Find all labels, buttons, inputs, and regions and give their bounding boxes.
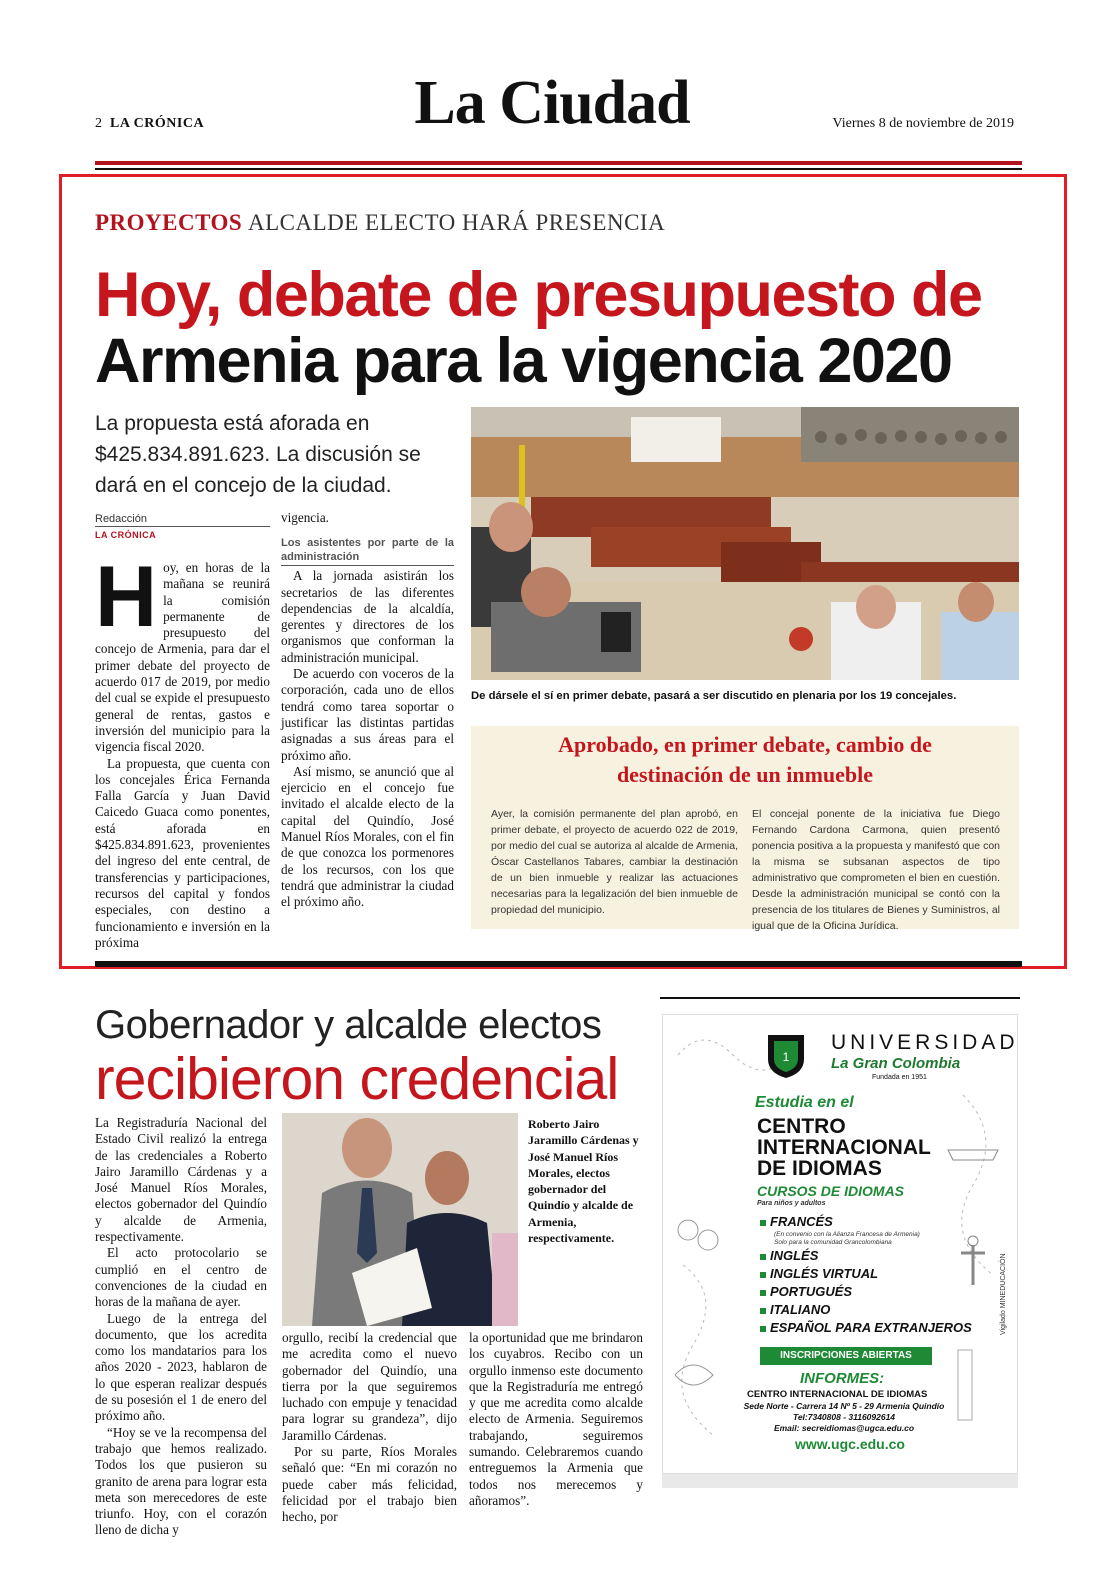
bullet-icon — [760, 1272, 766, 1278]
headline-line-1: Hoy, debate de presupuesto de — [95, 260, 982, 330]
paragraph: A la jornada asistirán los secretarios de las diferentes dependencias de la alcaldía, gerentes y directores de los organismos que conforman la administración municipal. — [281, 568, 454, 665]
course-label: ITALIANO — [770, 1302, 831, 1317]
ad-courses-heading: CURSOS DE IDIOMAS — [757, 1183, 905, 1199]
sidebar-headline-line-1: Aprobado, en primer debate, cambio de — [558, 732, 932, 757]
sidebar-column-1: Ayer, la comisión permanente del plan aprobó, en primer debate, el proyecto de acuerdo 022 de 2019, por medio del cual se autoriza al alcalde de Armenia, Óscar Castellanos Tabares, cambiar la destinación de un bien inmueble y realizar las actuaciones necesarias para la legalización del bien inmueble de propiedad del municipio. — [491, 808, 738, 916]
ad-info-heading: INFORMES: — [800, 1370, 885, 1387]
paragraph: De acuerdo con voceros de la corporación, cada uno de ellos tendrá como tarea soportar o justificar las distintas partidas asignadas a sus áreas para el próximo año. — [281, 666, 454, 763]
section-title: La Ciudad — [414, 69, 690, 137]
paragraph: orgullo, recibí la credencial que me acredita como el nuevo gobernador del Quindío, una tierra por la que seguiremos luchado con empuje y tenacidad para lograr su grandeza”, dijo Jaramillo Cárdenas. — [282, 1330, 457, 1443]
council-session-photo — [471, 407, 1019, 680]
bullet-icon — [760, 1290, 766, 1296]
byline-source: LA CRÓNICA — [95, 530, 157, 540]
course-item — [760, 1319, 972, 1337]
university-shield-icon — [766, 1033, 806, 1079]
ad-address: Sede Norte - Carrera 14 Nº 5 - 29 Armenia Quindío — [743, 1401, 945, 1411]
ad-email: Email: secreidiomas@ugca.edu.co — [773, 1423, 915, 1433]
headline-line-2: Armenia para la vigencia 2020 — [95, 326, 952, 396]
course-note: (En convenio con la Alianza Francesa de Armenia) — [774, 1231, 920, 1238]
bullet-icon — [760, 1308, 766, 1314]
course-item — [760, 1283, 972, 1301]
kicker-text: ALCALDE ELECTO HARÁ PRESENCIA — [247, 210, 666, 235]
course-label: ESPAÑOL PARA EXTRANJEROS — [770, 1320, 972, 1335]
ad-center-name: CENTRO INTERNACIONAL DE IDIOMAS — [747, 1389, 928, 1400]
bullet-icon — [760, 1254, 766, 1260]
second-article-column-3 — [469, 1330, 643, 1509]
credential-photo — [282, 1113, 518, 1326]
second-headline-line-2: recibieron credencial — [95, 1046, 619, 1112]
second-article-column-2 — [282, 1330, 457, 1526]
header-rule-black — [95, 168, 1022, 170]
credential-photo-illustration — [282, 1113, 518, 1326]
section-divider — [95, 961, 1022, 967]
course-label: FRANCÉS — [770, 1214, 833, 1229]
sidebar-headline — [471, 730, 1019, 790]
course-label: INGLÉS — [770, 1248, 819, 1263]
sidebar-headline-line-2: destinación de un inmueble — [616, 762, 874, 787]
university-title: UNIVERSIDAD — [831, 1031, 1019, 1054]
paragraph: oy, en horas de la mañana se reunirá la comisión permanente de presupuesto del concejo de Armenia, para dar el primer debate del proyecto de acuerdo 017 de 2019, por medio del cual se expide el presupuesto general de rentas, gastos e inversión del municipio para la vigencia fiscal 2020. — [95, 560, 270, 755]
ad-course-list — [760, 1213, 972, 1337]
ad-vigilado: Vigilado MINEDUCACIÓN — [1000, 1253, 1007, 1335]
ad-center-title — [757, 1116, 931, 1179]
course-label: PORTUGUÉS — [770, 1284, 853, 1299]
paragraph: vigencia. — [281, 510, 329, 525]
svg-text:1: 1 — [782, 1050, 790, 1064]
ad-center-line-2: INTERNACIONAL — [757, 1136, 931, 1159]
second-article-column-1 — [95, 1115, 267, 1539]
bullet-icon — [760, 1326, 766, 1332]
ad-estudia: Estudia en el — [755, 1094, 854, 1111]
course-item — [760, 1247, 972, 1265]
paragraph: “Hoy se ve la recompensa del trabajo que hemos realizado. Todos los que pusieron su granito de arena para lograr esta meta son merecedores de este triunfo. Hoy, con el corazón lleno de dicha y — [95, 1424, 267, 1538]
credential-photo-caption: Roberto Jairo Jaramillo Cárdenas y José Manuel Ríos Morales, electos gobernador del Quindío y alcalde de Armenia, respectivamente. — [528, 1117, 639, 1246]
photo-caption: De dársele el sí en primer debate, pasará a ser discutido en plenaria por los 19 concejales. — [471, 690, 957, 702]
page-number-value: 2 — [95, 116, 102, 131]
paragraph: la oportunidad que me brindaron los cuyabros. Recibo con un orgullo inmenso este documento que la Registraduría me entregó y que me acredita como alcalde electo de Armenia. Seguiremos trabajando, seguiremos sumando. Celebraremos cuando entreguemos la Armenia que todos nos merecemos y añoramos”. — [469, 1330, 643, 1508]
issue-date: Viernes 8 de noviembre de 2019 — [832, 116, 1014, 131]
bullet-icon — [760, 1220, 766, 1226]
article-deck: La propuesta está aforada en $425.834.891.623. La discusión se dará en el concejo de la ciudad. — [95, 412, 421, 497]
course-item — [760, 1213, 972, 1231]
paragraph: La propuesta, que cuenta con los concejales Érica Fernanda Falla García y Juan David Caicedo Guaca como ponentes, está aforada en $425.834.891.623, provenientes del ingreso del ente central, de transferencias y participaciones, recursos del capital y fondos especiales, con destino a funcionamiento e inversión en la próxima — [95, 755, 270, 950]
ad-center-line-3: DE IDIOMAS — [757, 1157, 882, 1180]
university-name: La Gran Colombia — [831, 1055, 961, 1072]
subheading: Los asistentes por parte de la administración — [281, 536, 454, 566]
founded-year: Fundada en 1951 — [872, 1074, 927, 1081]
course-label: INGLÉS VIRTUAL — [770, 1266, 879, 1281]
paragraph: Por su parte, Ríos Morales señaló que: “En mi corazón no puede caber más felicidad, felicidad por el trabajo bien hecho, por — [282, 1444, 457, 1525]
ad-audience: Para niños y adultos — [757, 1200, 826, 1207]
drop-cap: H — [95, 549, 158, 645]
main-headline — [95, 262, 1025, 394]
sidebar-column-2: El concejal ponente de la iniciativa fue Diego Fernando Cardona Carmona, quien presentó ponencia positiva a la propuesta y manifestó que con la misma se subsanan aspectos de tipo administrativo que comprometen el bien en cuestión. Desde la administración municipal se contó con la presencia de los titulares de Bienes y Suministros, al igual que de la Oficina Jurídica. — [752, 808, 1000, 932]
kicker — [95, 210, 665, 236]
second-headline-line-1: Gobernador y alcalde electos — [95, 1003, 602, 1047]
article-column-2 — [281, 510, 454, 911]
ad-website: www.ugc.edu.co — [795, 1436, 905, 1452]
paragraph: Así mismo, se anunció que al ejercicio en el concejo fue invitado el alcalde electo de la capital del Quindío, José Manuel Ríos Morales, con el fin de que conozca los pormenores de los recursos, con los que tendrá que administrar la ciudad el próximo año. — [281, 763, 454, 910]
council-photo-illustration — [471, 407, 1019, 680]
ad-top-rule — [660, 997, 1020, 999]
byline: Redacción — [95, 513, 270, 527]
course-note: Solo para la comunidad Grancolombiana — [774, 1239, 892, 1246]
ad-contact — [738, 1401, 950, 1434]
ad-center-line-1: CENTRO — [757, 1115, 846, 1138]
paragraph: La Registraduría Nacional del Estado Civil realizó la entrega de las credenciales a Roberto Jairo Jaramillo Cárdenas y a José Manuel Ríos Morales, electos gobernador del Quindío y alcalde de Armenia, respectivamente. — [95, 1115, 267, 1245]
kicker-label: PROYECTOS — [95, 210, 243, 235]
ad-enrollment-banner: INSCRIPCIONES ABIERTAS — [760, 1347, 932, 1365]
ad-bottom-strip — [662, 1474, 1018, 1488]
article-column-1 — [95, 549, 270, 951]
course-item — [760, 1301, 972, 1319]
paper-name: LA CRÓNICA — [110, 116, 205, 131]
course-item — [760, 1265, 972, 1283]
paragraph: Luego de la entrega del documento, que los acredita como los mandatarios para los años 2020 - 2023, hablaron de lo que esperan realizar después de su posesión el 1 de enero del próximo año. — [95, 1310, 267, 1424]
ad-phone: Tel:7340808 - 3116092614 — [792, 1412, 896, 1422]
paragraph: El acto protocolario se cumplió en el centro de convenciones de la ciudad en horas de la mañana de ayer. — [95, 1245, 267, 1310]
header-rule-red — [95, 161, 1022, 165]
